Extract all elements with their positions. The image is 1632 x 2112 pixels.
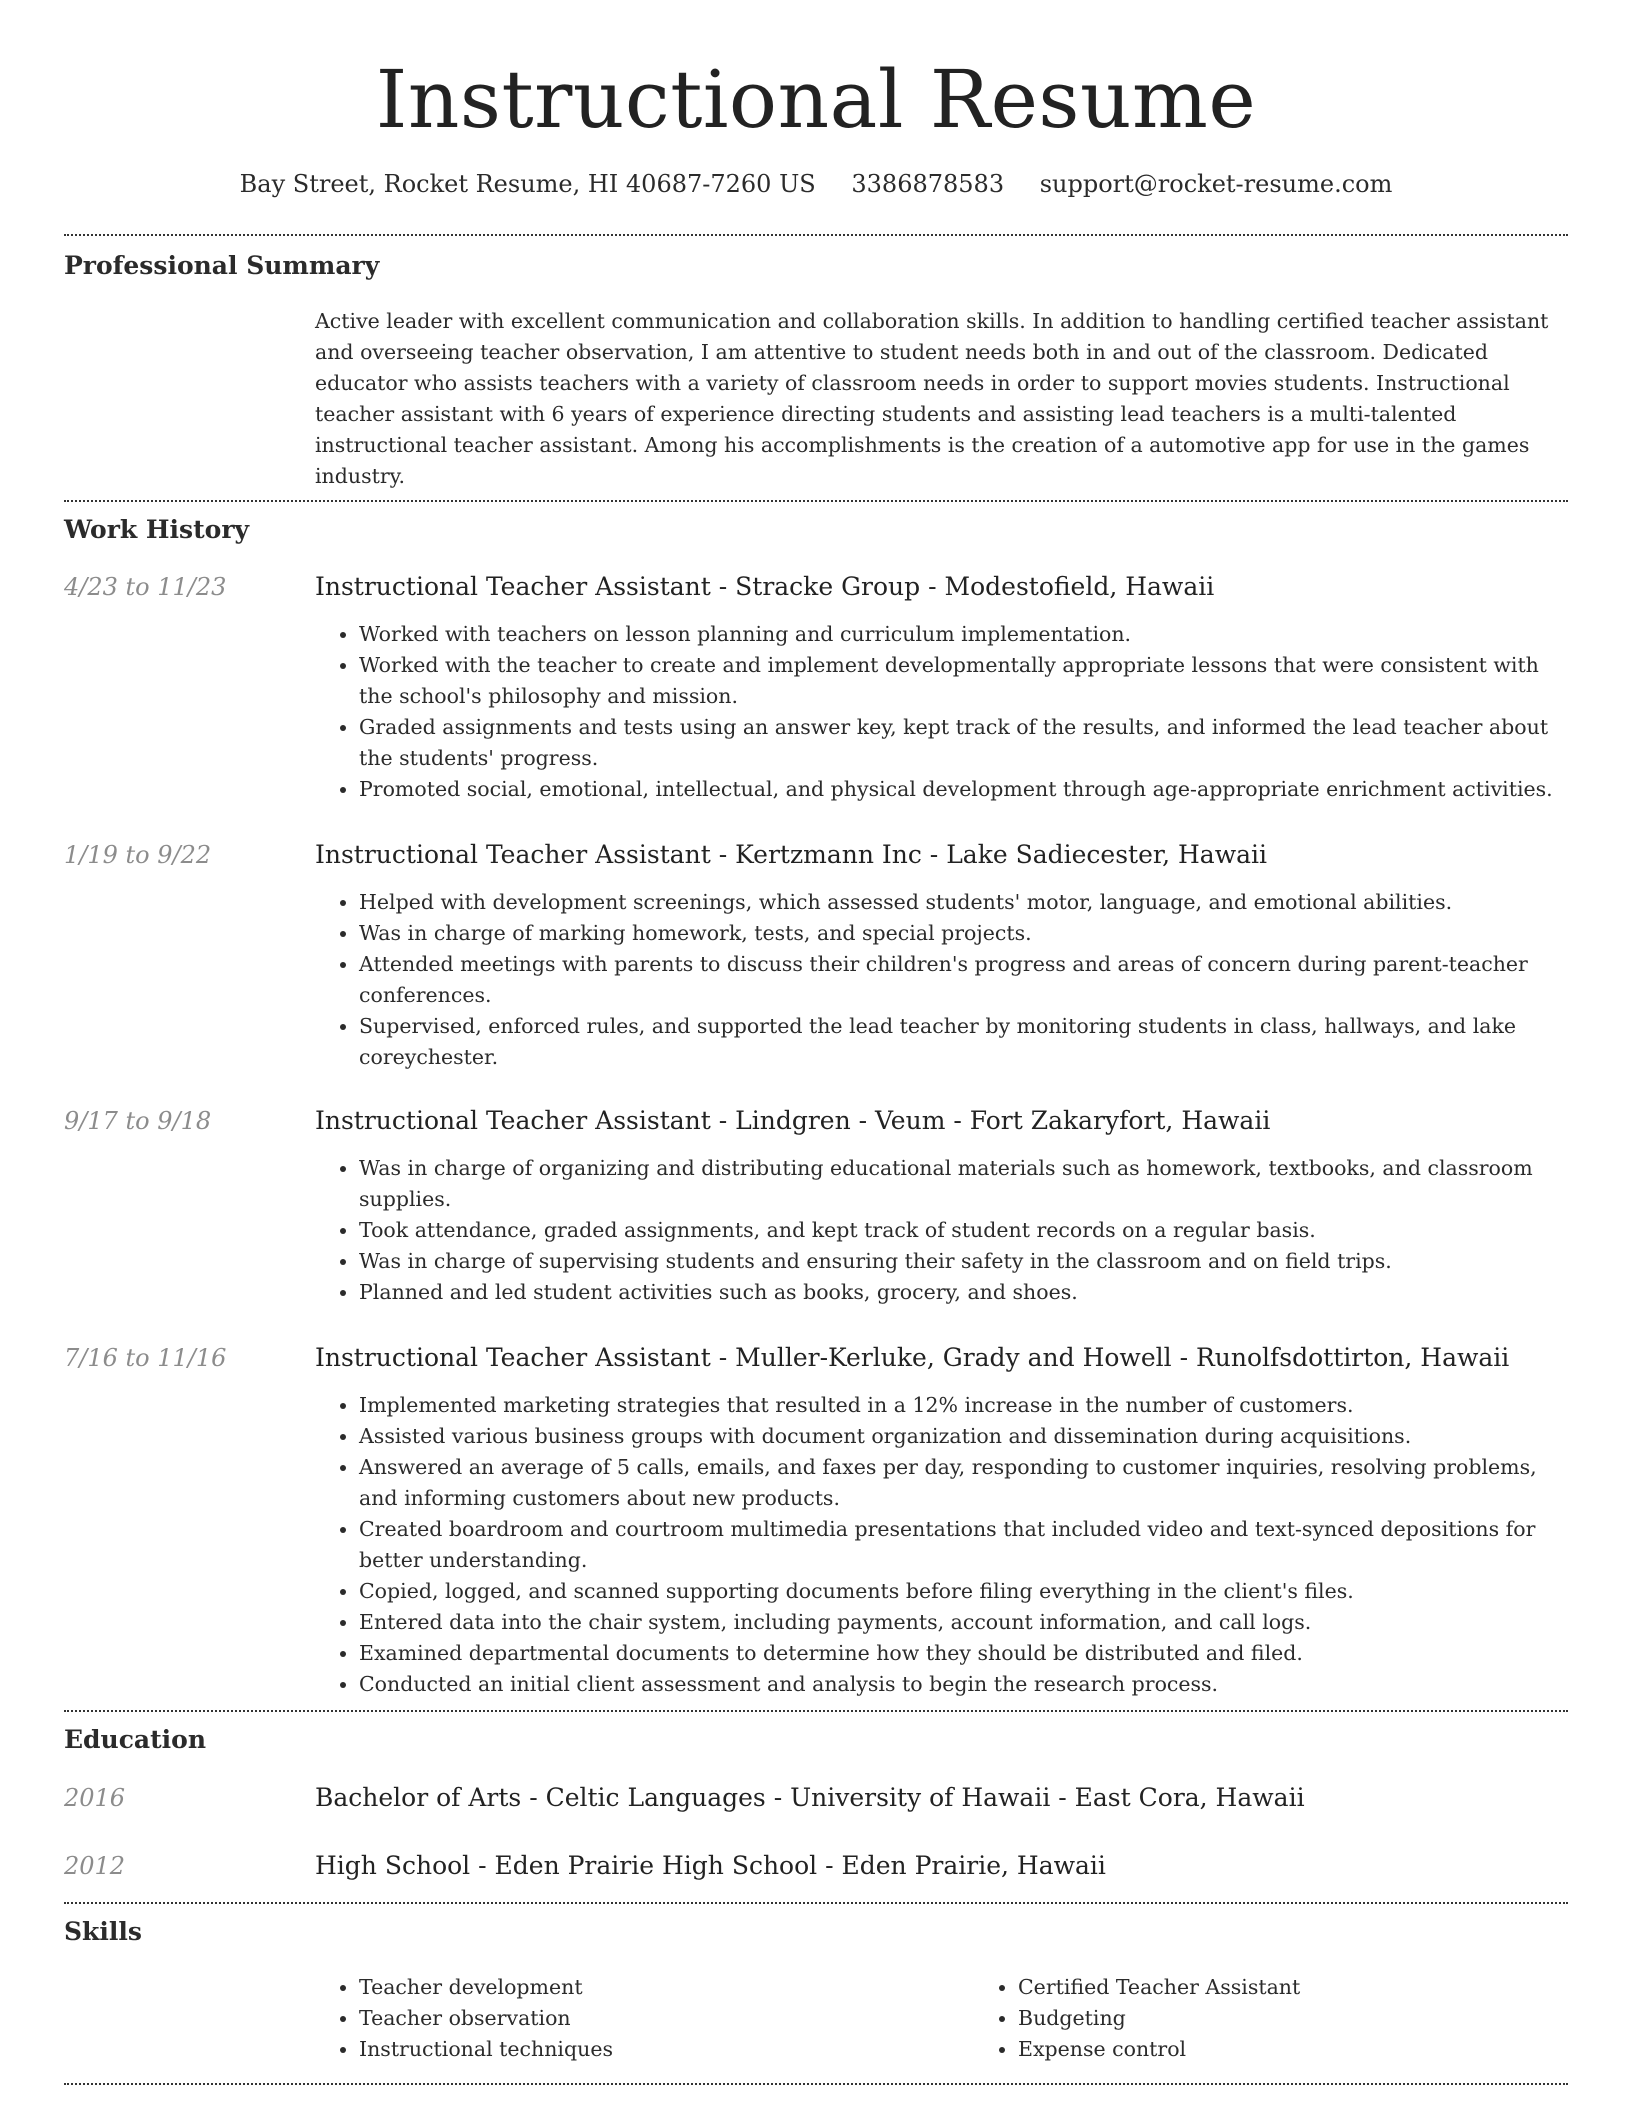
work-history-section (64, 514, 1568, 1700)
summary-title: Professional Summary (64, 251, 380, 280)
list-item: • Supervised, enforced rules, and supported the lead teacher by monitoring students in class, hallways, and lake coreychester. (359, 1011, 1568, 1073)
job-heading: Instructional Teacher Assistant - Lindgren - Veum - Fort Zakaryfort, Hawaii (315, 1106, 1271, 1135)
list-item: • Assisted various business groups with document organization and dissemination during acquisitions. (359, 1421, 1568, 1452)
skill-item: • Budgeting (1018, 2003, 1632, 2034)
job-heading: Instructional Teacher Assistant - Muller-Kerluke, Grady and Howell - Runolfsdottirton, Hawaii (315, 1343, 1510, 1372)
contact-address: Bay Street, Rocket Resume, HI 40687-7260 US (239, 170, 816, 198)
education-entry (64, 1850, 1568, 1882)
list-item: • Was in charge of marking homework, tests, and special projects. (359, 918, 1568, 949)
job-bullets (315, 1153, 1568, 1308)
skill-item: • Teacher development (359, 1972, 974, 2003)
skills-title: Skills (64, 1917, 142, 1946)
section-divider (64, 2083, 1568, 2085)
job-dates: 9/17 to 9/18 (64, 1107, 212, 1135)
job-entry (64, 1105, 1568, 1308)
skill-item: • Instructional techniques (359, 2034, 974, 2065)
list-item: • Promoted social, emotional, intellectual, and physical development through age-appropriate enrichment activities. (359, 774, 1568, 805)
education-entry (64, 1782, 1568, 1814)
list-item: • Answered an average of 5 calls, emails, and faxes per day, responding to customer inquiries, resolving problems, and informing customers about new products. (359, 1452, 1568, 1514)
list-item: • Attended meetings with parents to discuss their children's progress and areas of concern during parent-teacher conferences. (359, 949, 1568, 1011)
work-history-title: Work History (64, 515, 250, 544)
list-item: • Was in charge of supervising students and ensuring their safety in the classroom and on field trips. (359, 1246, 1568, 1277)
skills-column-2 (974, 1972, 1632, 2065)
education-year: 2012 (64, 1852, 126, 1880)
education-heading: Bachelor of Arts - Celtic Languages - University of Hawaii - East Cora, Hawaii (315, 1783, 1305, 1812)
skills-section (64, 1916, 1568, 2065)
contact-line (64, 168, 1568, 200)
job-entry (64, 571, 1568, 805)
section-divider (64, 1710, 1568, 1712)
skill-item: • Certified Teacher Assistant (1018, 1972, 1632, 2003)
contact-email: support@rocket-resume.com (1039, 170, 1393, 198)
job-entry (64, 839, 1568, 1073)
list-item: • Was in charge of organizing and distributing educational materials such as homework, textbooks, and classroom supplies. (359, 1153, 1568, 1215)
job-dates: 1/19 to 9/22 (64, 841, 212, 869)
list-item: • Graded assignments and tests using an answer key, kept track of the results, and informed the lead teacher about the students' progress. (359, 712, 1568, 774)
job-bullets (315, 1390, 1568, 1700)
job-entry (64, 1342, 1568, 1700)
section-divider (64, 1902, 1568, 1904)
list-item: • Copied, logged, and scanned supporting documents before filing everything in the client's files. (359, 1576, 1568, 1607)
list-item: • Worked with teachers on lesson planning and curriculum implementation. (359, 619, 1568, 650)
education-title: Education (64, 1725, 207, 1754)
skills-grid (315, 1972, 1632, 2065)
list-item: • Entered data into the chair system, including payments, account information, and call logs. (359, 1607, 1568, 1638)
section-divider (64, 500, 1568, 502)
list-item: • Helped with development screenings, which assessed students' motor, language, and emotional abilities. (359, 887, 1568, 918)
contact-phone: 3386878583 (851, 170, 1005, 198)
list-item: • Implemented marketing strategies that resulted in a 12% increase in the number of customers. (359, 1390, 1568, 1421)
list-item: • Conducted an initial client assessment and analysis to begin the research process. (359, 1669, 1568, 1700)
job-bullets (315, 619, 1568, 805)
summary-text: Active leader with excellent communication and collaboration skills. In addition to handling certified teacher assistant and overseeing teacher observation, I am attentive to student needs both in and out of the classroom. Dedicated educator who assists teachers with a variety of classroom needs in order to support movies students. Instructional teacher assistant with 6 years of experience directing students and assisting lead teachers is a multi-talented instructional teacher assistant. Among his accomplishments is the creation of a automotive app for use in the games industry. (315, 309, 1549, 488)
education-section (64, 1724, 1568, 1882)
resume-name: Instructional Resume (375, 53, 1257, 146)
job-bullets (315, 887, 1568, 1073)
skills-column-1 (315, 1972, 974, 2065)
education-heading: High School - Eden Prairie High School - Eden Prairie, Hawaii (315, 1851, 1106, 1880)
skill-item: • Expense control (1018, 2034, 1632, 2065)
list-item: • Worked with the teacher to create and implement developmentally appropriate lessons that were consistent with the school's philosophy and mission. (359, 650, 1568, 712)
skill-item: • Teacher observation (359, 2003, 974, 2034)
list-item: • Created boardroom and courtroom multimedia presentations that included video and text-synced depositions for better understanding. (359, 1514, 1568, 1576)
job-heading: Instructional Teacher Assistant - Stracke Group - Modestofield, Hawaii (315, 572, 1215, 601)
job-dates: 7/16 to 11/16 (64, 1344, 227, 1372)
list-item: • Planned and led student activities such as books, grocery, and shoes. (359, 1277, 1568, 1308)
education-year: 2016 (64, 1784, 126, 1812)
list-item: • Took attendance, graded assignments, and kept track of student records on a regular basis. (359, 1215, 1568, 1246)
list-item: • Examined departmental documents to determine how they should be distributed and filed. (359, 1638, 1568, 1669)
job-heading: Instructional Teacher Assistant - Kertzmann Inc - Lake Sadiecester, Hawaii (315, 840, 1267, 869)
job-dates: 4/23 to 11/23 (64, 573, 227, 601)
